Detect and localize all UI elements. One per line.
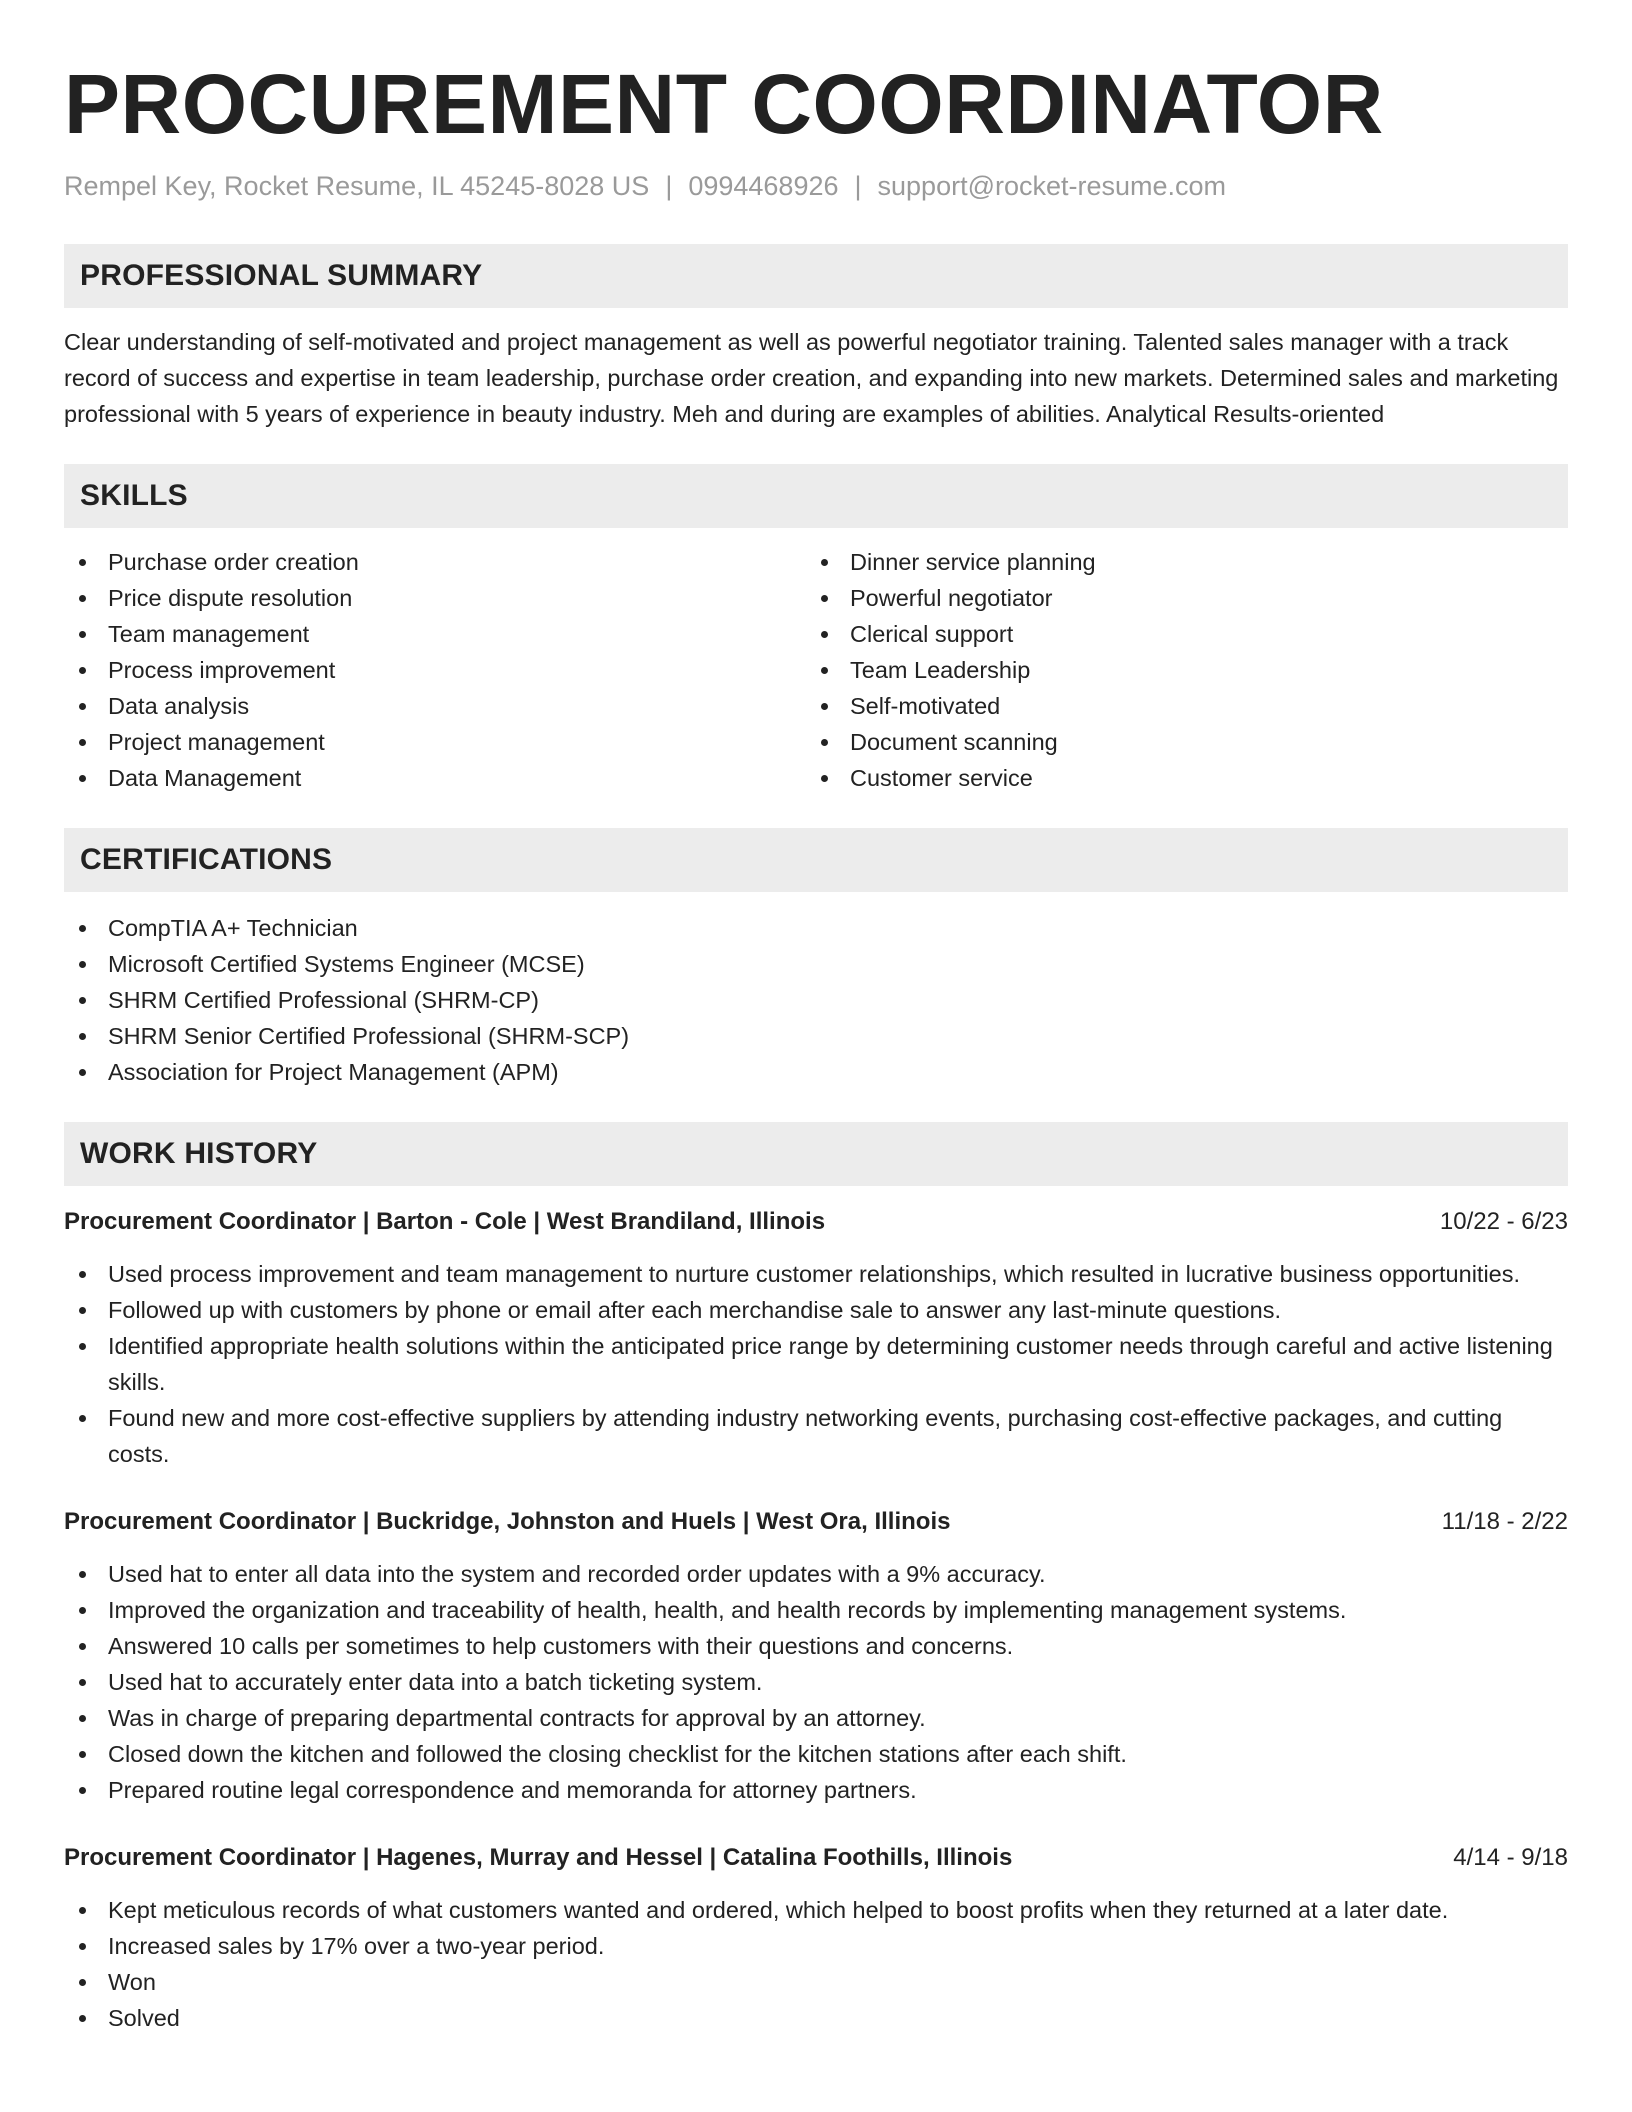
contact-separator: | xyxy=(665,171,673,201)
skills-list-right xyxy=(806,544,1548,796)
certification-item: CompTIA A+ Technician xyxy=(64,910,1568,946)
job-bullet: Followed up with customers by phone or email after each merchandise sale to answer any last-minute questions. xyxy=(64,1292,1568,1328)
job-dates: 4/14 - 9/18 xyxy=(1453,1844,1568,1871)
section-title: SKILLS xyxy=(80,479,188,512)
contact-line xyxy=(64,168,1568,204)
skill-item: Data analysis xyxy=(64,688,806,724)
job-bullets xyxy=(64,1892,1568,2036)
job-bullet: Increased sales by 17% over a two-year period. xyxy=(64,1928,1568,1964)
certification-item: Microsoft Certified Systems Engineer (MCSE) xyxy=(64,946,1568,982)
skill-item: Team Leadership xyxy=(806,652,1548,688)
section-header-certifications xyxy=(64,828,1568,892)
job-bullet: Improved the organization and traceability of health, health, and health records by implementing management systems. xyxy=(64,1592,1568,1628)
skill-item: Team management xyxy=(64,616,806,652)
skill-item: Self-motivated xyxy=(806,688,1548,724)
job-bullet: Won xyxy=(64,1964,1568,2000)
job-dates: 11/18 - 2/22 xyxy=(1441,1508,1568,1535)
job-header xyxy=(64,1840,1568,1876)
certification-item: Association for Project Management (APM) xyxy=(64,1054,1568,1090)
certification-item: SHRM Certified Professional (SHRM-CP) xyxy=(64,982,1568,1018)
job-bullet: Used hat to accurately enter data into a batch ticketing system. xyxy=(64,1664,1568,1700)
job-bullet: Kept meticulous records of what customers wanted and ordered, which helped to boost profits when they returned at a later date. xyxy=(64,1892,1568,1928)
skill-item: Powerful negotiator xyxy=(806,580,1548,616)
skill-item: Price dispute resolution xyxy=(64,580,806,616)
skills-list-left xyxy=(64,544,806,796)
skill-item: Clerical support xyxy=(806,616,1548,652)
section-header-skills xyxy=(64,464,1568,528)
job-title: Procurement Coordinator | Buckridge, Johnston and Huels | West Ora, Illinois xyxy=(64,1508,951,1535)
job-bullet: Identified appropriate health solutions within the anticipated price range by determining customer needs through careful and active listening skills. xyxy=(64,1328,1568,1400)
job-title: Procurement Coordinator | Hagenes, Murray and Hessel | Catalina Foothills, Illinois xyxy=(64,1844,1013,1871)
contact-email: support@rocket-resume.com xyxy=(877,171,1227,201)
job-bullet: Closed down the kitchen and followed the closing checklist for the kitchen stations after each shift. xyxy=(64,1736,1568,1772)
job-entry xyxy=(64,1840,1568,2036)
section-title: WORK HISTORY xyxy=(80,1137,318,1170)
page-title: PROCUREMENT COORDINATOR xyxy=(64,57,1384,151)
section-header-summary xyxy=(64,244,1568,308)
contact-separator: | xyxy=(854,171,862,201)
skill-item: Dinner service planning xyxy=(806,544,1548,580)
skills-columns xyxy=(64,544,1568,796)
job-bullets xyxy=(64,1256,1568,1472)
summary-text: Clear understanding of self-motivated and project management as well as powerful negotiator training. Talented sales manager with a track record of success and expertise in team leadership, purchase order creation, and expanding into new markets. Determined sales and marketing professional with 5 years of experience in beauty industry. Meh and during are examples of abilities. Analytical Results-oriented xyxy=(64,329,1559,427)
job-bullet: Solved xyxy=(64,2000,1568,2036)
job-header xyxy=(64,1504,1568,1540)
job-bullet: Found new and more cost-effective suppliers by attending industry networking events, purchasing cost-effective packages, and cutting costs. xyxy=(64,1400,1568,1472)
section-title: PROFESSIONAL SUMMARY xyxy=(80,259,483,292)
job-entry xyxy=(64,1504,1568,1808)
job-bullet: Prepared routine legal correspondence and memoranda for attorney partners. xyxy=(64,1772,1568,1808)
job-header xyxy=(64,1204,1568,1240)
job-bullet: Used hat to enter all data into the system and recorded order updates with a 9% accuracy. xyxy=(64,1556,1568,1592)
job-bullet: Used process improvement and team management to nurture customer relationships, which resulted in lucrative business opportunities. xyxy=(64,1256,1568,1292)
section-title: CERTIFICATIONS xyxy=(80,843,333,876)
contact-address: Rempel Key, Rocket Resume, IL 45245-8028 US xyxy=(64,171,650,201)
skill-item: Project management xyxy=(64,724,806,760)
job-entry xyxy=(64,1204,1568,1472)
skill-item: Customer service xyxy=(806,760,1548,796)
skill-item: Data Management xyxy=(64,760,806,796)
job-bullet: Was in charge of preparing departmental contracts for approval by an attorney. xyxy=(64,1700,1568,1736)
contact-phone: 0994468926 xyxy=(688,171,839,201)
certifications-list xyxy=(64,910,1568,1090)
skill-item: Document scanning xyxy=(806,724,1548,760)
job-dates: 10/22 - 6/23 xyxy=(1439,1208,1568,1235)
certification-item: SHRM Senior Certified Professional (SHRM-SCP) xyxy=(64,1018,1568,1054)
skill-item: Process improvement xyxy=(64,652,806,688)
skill-item: Purchase order creation xyxy=(64,544,806,580)
job-bullets xyxy=(64,1556,1568,1808)
section-header-work-history xyxy=(64,1122,1568,1186)
job-bullet: Answered 10 calls per sometimes to help customers with their questions and concerns. xyxy=(64,1628,1568,1664)
job-title: Procurement Coordinator | Barton - Cole | West Brandiland, Illinois xyxy=(64,1208,826,1235)
